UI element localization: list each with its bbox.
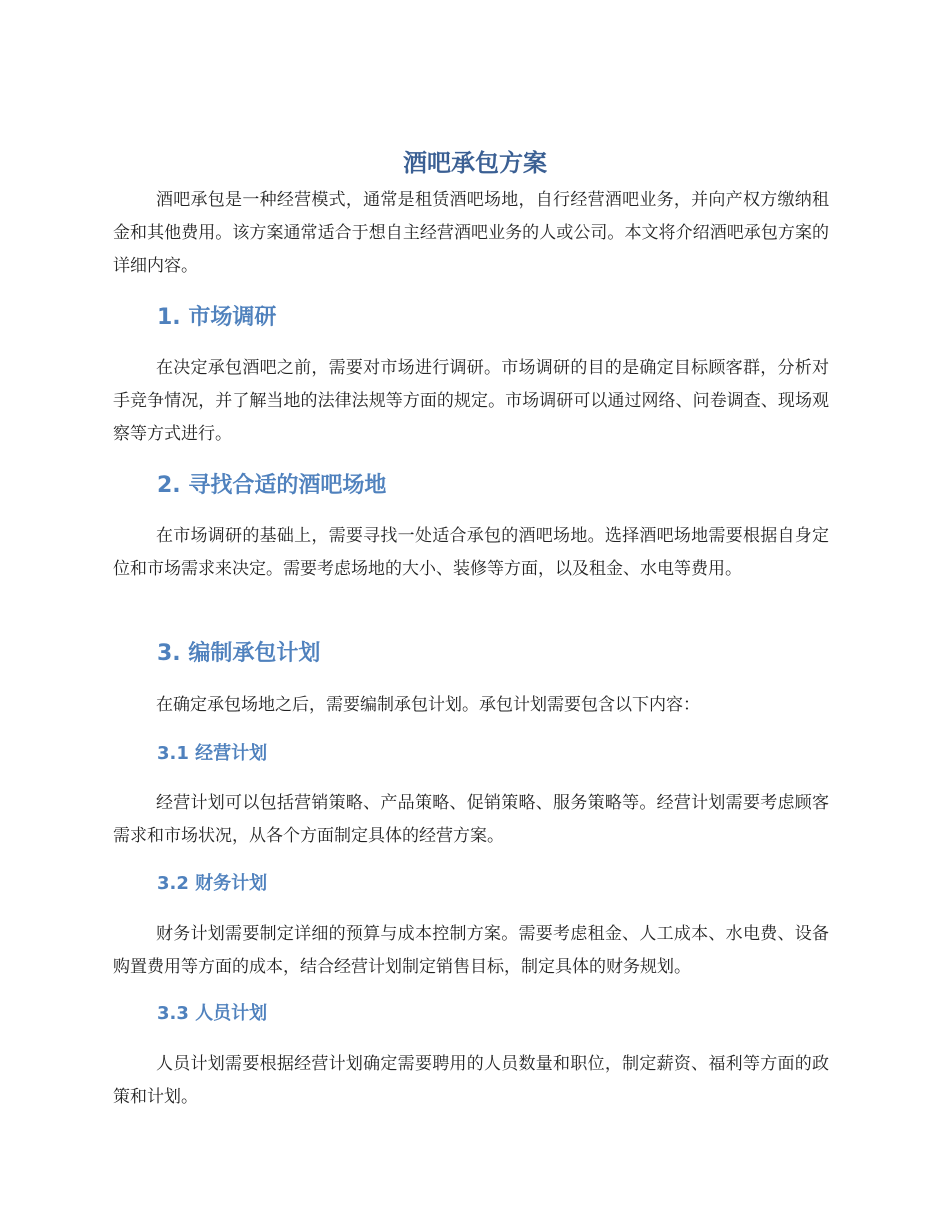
- section-body-market-research: 在决定承包酒吧之前，需要对市场进行调研。市场调研的目的是确定目标顾客群，分析对手竞争情况，并了解当地的法律法规等方面的规定。市场调研可以通过网络、问卷调查、现场观察等方式进行。: [113, 358, 829, 444]
- section-heading-find-venue: 2. 寻找合适的酒吧场地: [157, 473, 387, 498]
- section-body-contract-plan: 在确定承包场地之后，需要编制承包计划。承包计划需要包含以下内容：: [156, 695, 700, 715]
- subsection-body-staff-plan: 人员计划需要根据经营计划确定需要聘用的人员数量和职位，制定薪资、福利等方面的政策和计划。: [113, 1054, 829, 1107]
- subsection-body-finance-plan: 财务计划需要制定详细的预算与成本控制方案。需要考虑租金、人工成本、水电费、设备购置费用等方面的成本，结合经营计划制定销售目标，制定具体的财务规划。: [113, 924, 829, 977]
- subsection-heading-staff-plan: 3.3 人员计划: [157, 1003, 268, 1024]
- subsection-body-operation-plan: 经营计划可以包括营销策略、产品策略、促销策略、服务策略等。经营计划需要考虑顾客需求和市场状况，从各个方面制定具体的经营方案。: [113, 793, 829, 846]
- subsection-heading-operation-plan: 3.1 经营计划: [157, 743, 268, 764]
- section-heading-market-research: 1. 市场调研: [157, 305, 277, 330]
- section-body-find-venue: 在市场调研的基础上，需要寻找一处适合承包的酒吧场地。选择酒吧场地需要根据自身定位和市场需求来决定。需要考虑场地的大小、装修等方面，以及租金、水电等费用。: [113, 526, 829, 579]
- intro-paragraph: 酒吧承包是一种经营模式，通常是租赁酒吧场地，自行经营酒吧业务，并向产权方缴纳租金和其他费用。该方案通常适合于想自主经营酒吧业务的人或公司。本文将介绍酒吧承包方案的详细内容。: [113, 190, 829, 276]
- document-title: 酒吧承包方案: [403, 149, 547, 177]
- section-heading-contract-plan: 3. 编制承包计划: [157, 641, 321, 666]
- subsection-heading-finance-plan: 3.2 财务计划: [157, 873, 268, 894]
